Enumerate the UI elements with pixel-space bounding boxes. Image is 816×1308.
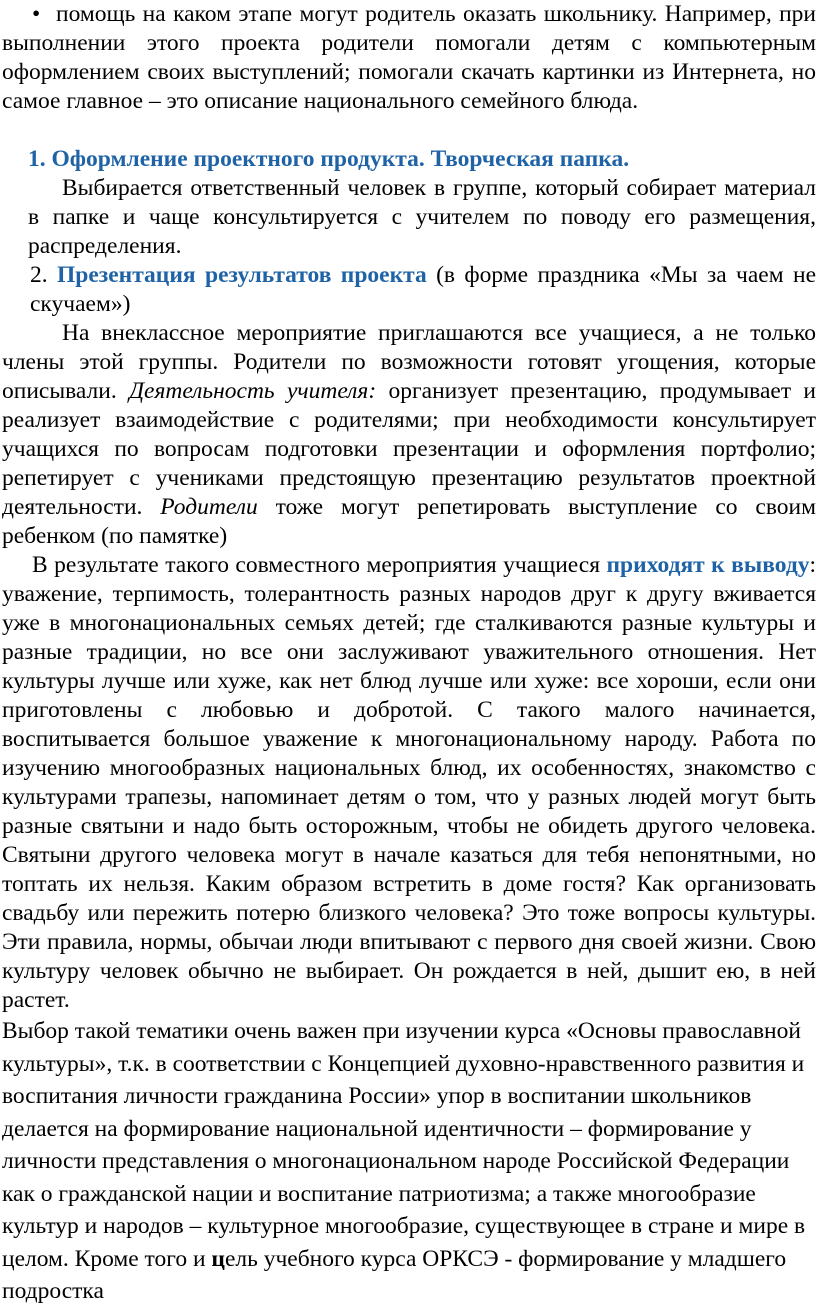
- choice-bold-letter: ц: [211, 1245, 225, 1272]
- item1-heading: Оформление проектного продукта. Творческая папка.: [51, 146, 630, 172]
- event-text-b: организует презентацию, продумывает и реализует взаимодействие с родителями; при необходимости консультирует учащихся по вопросам подготовки презентации и оформления портфолио; репетирует с учениками предстоящую презентацию результатов проектной деятельности.: [2, 378, 816, 520]
- event-text-c: тоже могут репетировать выступление со своим ребенком (по памятке): [2, 494, 816, 549]
- bullet-paragraph-text: помощь на каком этапе могут родитель оказать школьнику. Например, при выполнении этого проекта родители помогали детям с компьютерным оформлением своих выступлений; помогали скачать картинки из Интернета, но самое главное – это описание национального семейного блюда.: [2, 1, 816, 114]
- bullet-icon: •: [32, 1, 41, 27]
- parents-label: Родители: [160, 494, 258, 520]
- item1-paragraph: [2, 174, 816, 261]
- result-paragraph: [2, 551, 816, 1015]
- item2-number: 2.: [30, 262, 48, 288]
- event-paragraph: [2, 319, 816, 551]
- result-highlight: приходят к выводу: [606, 552, 810, 578]
- item1-text: Выбирается ответственный человек в группе, который собирает материал в папке и чаще консультируется с учителем по поводу его размещения, распределения.: [28, 175, 816, 259]
- item2-tail: (в форме праздника «Мы за чаем не скучаем»): [30, 262, 816, 317]
- item1-number: 1.: [28, 146, 46, 172]
- item1-heading-line: [2, 145, 816, 174]
- bullet-paragraph: [2, 0, 816, 116]
- item2-heading-line: [2, 261, 816, 319]
- result-text-b: : уважение, терпимость, толерантность разных народов друг к другу вживается уже в многонациональных семьях детей; где сталкиваются разные культуры и разные традиции, но все они заслуживают уважительного отношения. Нет культуры лучше или хуже, как нет блюд лучше или хуже: все хороши, если они приготовлены с любовью и добротой. С такого малого начинается, воспитывается большое уважение к многонациональному народу. Работа по изучению многообразных национальных блюд, их особенностях, знакомство с культурами трапезы, напоминает детям о том, что у разных людей могут быть разные святыни и надо быть осторожным, чтобы не обидеть другого человека. Святыни другого человека могут в начале казаться для тебя непонятными, но топтать их нельзя. Каким образом встретить в доме гостя? Как организовать свадьбу или пережить потерю близкого человека? Это тоже вопросы культуры. Эти правила, нормы, обычаи люди впитывают с первого дня своей жизни. Свою культуру человек обычно не выбирает. Он рождается в ней, дышит ею, в ней растет.: [2, 552, 816, 1013]
- teacher-label: Деятельность учителя:: [129, 378, 377, 404]
- item2-heading: Презентация результатов проекта: [57, 262, 427, 288]
- choice-text-a: Выбор такой тематики очень важен при изучении курса «Основы православной культуры», т.к. в соответствии с Концепцией духовно-нравственного развития и воспитания личности гражданина России» упор в воспитании школьников делается на формирование национальной идентичности – формирование у личности представления о многонациональном народе Российской Федерации как о гражданской нации и воспитание патриотизма; а также многообразие культур и народов – культурное многообразие, существующее в стране и мире в целом. Кроме того и: [2, 1018, 806, 1272]
- choice-paragraph: [2, 1015, 816, 1308]
- choice-text-b: ель учебного курса ОРКСЭ - формирование у младшего подростка: [2, 1245, 787, 1304]
- result-text-a: В результате такого совместного мероприятия учащиеся: [32, 552, 607, 578]
- event-text-a: На внеклассное мероприятие приглашаются все учащиеся, а не только члены этой группы. Родители по возможности готовят угощения, которые описывали.: [2, 320, 816, 404]
- spacer: [2, 116, 816, 145]
